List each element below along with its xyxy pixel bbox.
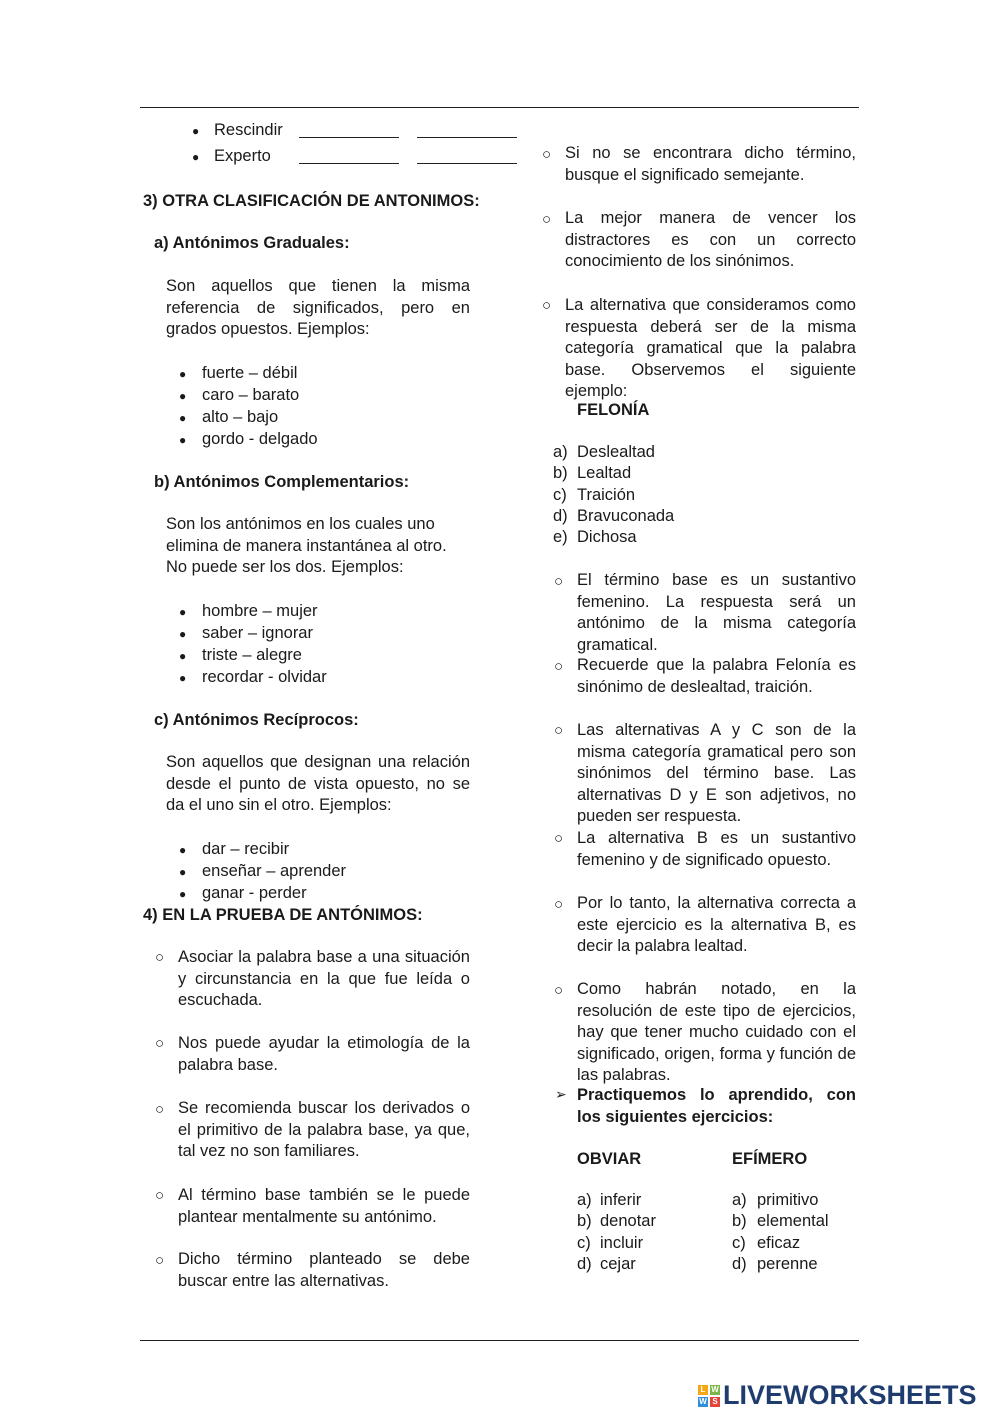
section4-item: Dicho término planteado se debe buscar entre las alternativas. bbox=[178, 1250, 470, 1290]
option-text[interactable]: primitivo bbox=[757, 1191, 819, 1209]
answer-blank[interactable] bbox=[417, 123, 517, 138]
option-letter: a) bbox=[732, 1191, 747, 1209]
example-word: FELONÍA bbox=[577, 401, 650, 419]
graduales-text: Son aquellos que tienen la misma referencia de significados, pero en grados opuestos. Ejemplos: bbox=[166, 277, 470, 338]
circle-bullet-icon: ○ bbox=[542, 297, 552, 314]
list-item: gordo - delgado bbox=[202, 430, 318, 448]
list-item: recordar - olvidar bbox=[202, 668, 327, 686]
option-text[interactable]: inferir bbox=[600, 1191, 642, 1209]
list-item: enseñar – aprender bbox=[202, 862, 347, 880]
exercise1-word: OBVIAR bbox=[577, 1150, 642, 1168]
bullet-word: Rescindir bbox=[214, 121, 283, 139]
logo-grid-icon bbox=[698, 1385, 720, 1407]
circle-bullet-icon: ○ bbox=[554, 722, 564, 739]
option-letter: d) bbox=[732, 1255, 747, 1273]
bullet-icon: ● bbox=[179, 389, 187, 403]
bullet-icon: ● bbox=[179, 411, 187, 425]
option-letter: d) bbox=[577, 1255, 592, 1273]
graduales-title: a) Antónimos Graduales: bbox=[154, 234, 350, 252]
list-item: triste – alegre bbox=[202, 646, 302, 664]
option-text[interactable]: elemental bbox=[757, 1212, 829, 1230]
section4-item: Al término base también se le puede plantear mentalmente su antónimo. bbox=[178, 1186, 470, 1226]
bullet-icon: ● bbox=[192, 124, 200, 138]
option-text[interactable]: eficaz bbox=[757, 1234, 801, 1252]
circle-bullet-icon: ○ bbox=[155, 1187, 165, 1204]
option-letter: b) bbox=[732, 1212, 747, 1230]
circle-bullet-icon: ○ bbox=[542, 211, 552, 228]
exercise2-word: EFÍMERO bbox=[732, 1150, 808, 1168]
circle-bullet-icon: ○ bbox=[155, 1101, 165, 1118]
complementarios-title: b) Antónimos Complementarios: bbox=[154, 473, 410, 491]
complementarios-text: Son los antónimos en los cuales uno elimina de manera instantánea al otro. No puede ser los dos. Ejemplos: bbox=[166, 515, 447, 576]
option-letter: b) bbox=[577, 1212, 592, 1230]
option-text: Dichosa bbox=[577, 528, 637, 546]
section4-title: 4) EN LA PRUEBA DE ANTÓNIMOS: bbox=[143, 906, 423, 924]
practice-heading: Practiquemos lo aprendido, con los siguientes ejercicios: bbox=[577, 1086, 856, 1126]
option-text[interactable]: perenne bbox=[757, 1255, 818, 1273]
option-letter: d) bbox=[553, 507, 568, 525]
logo-tile: W bbox=[699, 1396, 707, 1406]
option-text: Traición bbox=[577, 486, 636, 504]
note-item: Por lo tanto, la alternativa correcta a este ejercicio es la alternativa B, es decir la palabra lealtad. bbox=[577, 894, 856, 955]
answer-blank[interactable] bbox=[417, 149, 517, 164]
top-rule bbox=[140, 107, 859, 108]
answer-blank[interactable] bbox=[299, 123, 399, 138]
list-item: fuerte – débil bbox=[202, 364, 298, 382]
circle-bullet-icon: ○ bbox=[155, 949, 165, 966]
bullet-icon: ● bbox=[179, 843, 187, 857]
note-item: Recuerde que la palabra Felonía es sinónimo de deslealtad, traición. bbox=[577, 656, 856, 696]
circle-bullet-icon: ○ bbox=[554, 830, 564, 847]
bullet-icon: ● bbox=[179, 865, 187, 879]
liveworksheets-logo[interactable] bbox=[698, 1380, 977, 1411]
bullet-icon: ● bbox=[179, 627, 187, 641]
logo-text: LIVEWORKSHEETS bbox=[723, 1380, 977, 1410]
bullet-icon: ● bbox=[179, 671, 187, 685]
option-text: Bravuconada bbox=[577, 507, 675, 525]
bullet-word: Experto bbox=[214, 147, 271, 165]
reciprocos-text: Son aquellos que designan una relación desde el punto de vista opuesto, no se da el uno sin el otro. Ejemplos: bbox=[166, 753, 470, 814]
circle-bullet-icon: ○ bbox=[554, 573, 564, 590]
logo-tile: S bbox=[710, 1397, 720, 1407]
tip-item: La mejor manera de vencer los distractores es con un correcto conocimiento de los sinónimos. bbox=[565, 209, 856, 270]
section4-item: Se recomienda buscar los derivados o el primitivo de la palabra base, ya que, tal vez no son familiares. bbox=[178, 1099, 470, 1160]
reciprocos-title: c) Antónimos Recíprocos: bbox=[154, 711, 359, 729]
bottom-rule bbox=[140, 1340, 859, 1341]
logo-tile: W bbox=[711, 1384, 719, 1394]
option-letter: c) bbox=[577, 1234, 591, 1252]
note-item: Las alternativas A y C son de la misma categoría gramatical pero son sinónimos del término base. Las alternativas D y E son adjetivos, no pueden ser respuesta. bbox=[577, 721, 856, 825]
circle-bullet-icon: ○ bbox=[542, 146, 552, 163]
option-letter: a) bbox=[577, 1191, 592, 1209]
option-text[interactable]: cejar bbox=[600, 1255, 636, 1273]
section3-title: 3) OTRA CLASIFICACIÓN DE ANTONIMOS: bbox=[143, 192, 480, 210]
bullet-icon: ● bbox=[179, 367, 187, 381]
circle-bullet-icon: ○ bbox=[155, 1035, 165, 1052]
bullet-icon: ● bbox=[192, 150, 200, 164]
bullet-icon: ● bbox=[179, 433, 187, 447]
arrow-bullet-icon: ➢ bbox=[555, 1086, 567, 1102]
note-item: La alternativa B es un sustantivo femenino y de significado opuesto. bbox=[577, 829, 856, 869]
list-item: alto – bajo bbox=[202, 408, 279, 426]
list-item: saber – ignorar bbox=[202, 624, 313, 642]
option-letter: c) bbox=[732, 1234, 746, 1252]
circle-bullet-icon: ○ bbox=[554, 896, 564, 913]
option-letter: b) bbox=[553, 464, 568, 482]
tip-item: La alternativa que consideramos como respuesta deberá ser de la misma categoría gramatical que la palabra base. Observemos el siguiente ejemplo: bbox=[565, 296, 856, 400]
note-item: Como habrán notado, en la resolución de este tipo de ejercicios, hay que tener mucho cuidado con el significado, origen, forma y función de las palabras. bbox=[577, 980, 856, 1084]
circle-bullet-icon: ○ bbox=[554, 982, 564, 999]
option-letter: e) bbox=[553, 528, 568, 546]
list-item: ganar - perder bbox=[202, 884, 307, 902]
option-text[interactable]: incluir bbox=[600, 1234, 644, 1252]
list-item: caro – barato bbox=[202, 386, 300, 404]
tip-item: Si no se encontrara dicho término, busque el significado semejante. bbox=[565, 144, 856, 184]
option-text[interactable]: denotar bbox=[600, 1212, 656, 1230]
section4-item: Asociar la palabra base a una situación y circunstancia en la que fue leída o escuchada. bbox=[178, 948, 470, 1009]
bullet-icon: ● bbox=[179, 605, 187, 619]
note-item: El término base es un sustantivo femenino. La respuesta será un antónimo de la misma categoría gramatical. bbox=[577, 571, 856, 654]
option-letter: c) bbox=[553, 486, 567, 504]
logo-tile: L bbox=[698, 1385, 708, 1395]
circle-bullet-icon: ○ bbox=[554, 658, 564, 675]
list-item: dar – recibir bbox=[202, 840, 290, 858]
answer-blank[interactable] bbox=[299, 149, 399, 164]
section4-item: Nos puede ayudar la etimología de la palabra base. bbox=[178, 1034, 470, 1074]
bullet-icon: ● bbox=[179, 649, 187, 663]
list-item: hombre – mujer bbox=[202, 602, 318, 620]
circle-bullet-icon: ○ bbox=[155, 1252, 165, 1269]
option-text: Lealtad bbox=[577, 464, 632, 482]
option-text: Deslealtad bbox=[577, 443, 655, 461]
bullet-icon: ● bbox=[179, 887, 187, 901]
option-letter: a) bbox=[553, 443, 568, 461]
